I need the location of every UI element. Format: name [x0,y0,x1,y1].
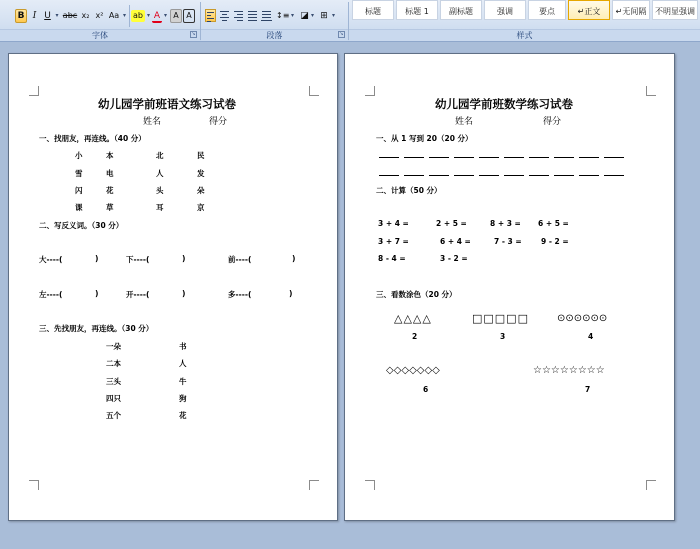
section-heading: 三、先找朋友，再连线。（30 分） [39,324,154,333]
italic-button[interactable]: I [32,11,37,21]
answer-blank-line [554,175,574,176]
subscript-button[interactable]: x₂ [81,11,90,20]
font-group-caption: 字体 [0,29,200,41]
distributed-button[interactable] [261,9,272,22]
triangle-shapes: △△△△ [394,312,432,325]
document-canvas-edge [684,42,700,549]
style-normal[interactable] [568,0,610,20]
answer-blank-line [379,157,399,158]
underline-dropdown-icon[interactable]: ▾ [55,12,59,19]
character-border-button[interactable]: A [183,9,195,23]
align-right-button[interactable] [233,9,244,22]
answer-blank-line [379,175,399,176]
bold-button[interactable]: B [15,9,27,23]
font-dialog-launcher-icon[interactable]: ↘ [191,31,196,37]
ribbon [0,0,700,42]
measure-word-cell: 四只 [106,394,121,403]
word-cell: 课 [75,203,83,212]
character-shading-button[interactable]: A [170,9,182,23]
answer-blank-line [504,157,524,158]
word-cell: 本 [106,151,114,160]
noun-cell: 人 [179,359,187,368]
name-label: 姓名 [143,117,162,127]
underline-button[interactable]: U [44,11,51,21]
answer-blank-line [529,157,549,158]
antonym-paren: ) [182,289,186,298]
antonym-paren: ) [182,254,186,263]
style-emphasis[interactable] [484,0,526,20]
name-label: 姓名 [455,117,474,127]
paragraph-dialog-launcher-icon[interactable]: ↘ [339,31,344,37]
answer-blank-line [429,157,449,158]
answer-blank-line [404,175,424,176]
shading-dropdown-icon[interactable]: ▾ [310,12,314,19]
answer-blank-line [579,157,599,158]
antonym-prompt: 前----( [228,255,252,264]
line-spacing-icon[interactable]: ↕≡ [276,11,290,20]
measure-word-cell: 一朵 [106,342,121,351]
margin-corner-mark [646,86,656,96]
answer-blank-line [504,175,524,176]
margin-corner-mark [29,86,39,96]
section-heading: 一、找朋友，再连线。（40 分） [39,134,146,143]
noun-cell: 书 [179,342,187,351]
highlight-dropdown-icon[interactable]: ▾ [146,12,150,19]
answer-blank-line [479,157,499,158]
antonym-paren: ) [95,254,99,263]
word-cell: 北 [156,151,164,160]
style-key-point[interactable] [528,0,566,20]
style-label: 强调 [497,7,513,16]
justify-button[interactable] [247,9,258,22]
antonym-prompt: 多----( [228,290,252,299]
toolbar-separator [129,5,130,27]
page-title: 幼儿园学前班语文练习试卷 [98,97,236,111]
word-cell: 花 [106,186,114,195]
score-label: 得分 [209,117,228,127]
equation: 6 + 4 = [440,237,471,246]
answer-blank-line [579,175,599,176]
margin-corner-mark [365,86,375,96]
change-case-button[interactable]: Aa [108,11,120,20]
answer-blank-line [479,175,499,176]
antonym-paren: ) [292,254,296,263]
style-label: 标题 [365,7,381,16]
line-spacing-dropdown-icon[interactable]: ▾ [290,12,294,19]
antonym-prompt: 下----( [126,255,150,264]
section-heading: 二、计算（50 分） [376,186,442,195]
antonym-paren: ) [289,289,293,298]
noun-cell: 牛 [179,377,187,386]
font-color-dropdown-icon[interactable]: ▾ [163,12,167,19]
antonym-prompt: 左----( [39,290,63,299]
word-cell: 草 [106,203,114,212]
superscript-button[interactable]: x² [95,11,104,20]
strikethrough-button[interactable]: abc [62,11,78,20]
font-color-button[interactable]: A [153,11,161,21]
style-label: 要点 [539,7,555,16]
margin-corner-mark [646,480,656,490]
antonym-prompt: 大----( [39,255,63,264]
word-cell: 小 [75,151,83,160]
styles-group-caption: 样式 [349,29,700,41]
answer-blank-line [604,157,624,158]
score-label: 得分 [543,117,562,127]
diamond-shapes: ◇◇◇◇◇◇◇ [386,365,440,376]
section-heading: 二、写反义词。（30 分） [39,221,124,230]
word-cell: 朵 [197,186,205,195]
answer-blank-line [554,157,574,158]
word-cell: 耳 [156,203,164,212]
page-chinese-test[interactable] [8,53,338,521]
answer-blank-line [604,175,624,176]
equation: 2 + 5 = [436,219,467,228]
margin-corner-mark [309,86,319,96]
equation: 3 + 4 = [378,219,409,228]
noun-cell: 狗 [179,394,187,403]
align-left-button[interactable] [205,9,216,22]
style-heading-1[interactable] [396,0,438,20]
equation: 3 - 2 = [440,254,468,263]
align-center-button[interactable] [219,9,230,22]
measure-word-cell: 三头 [106,377,121,386]
style-subtitle[interactable] [440,0,482,20]
equation: 8 - 4 = [378,254,406,263]
shape-count-number: 3 [500,332,506,341]
style-subtle-emphasis[interactable] [652,0,698,20]
style-label: 副标题 [449,7,473,16]
circle-shapes: ⊙⊙⊙⊙⊙⊙ [557,313,608,324]
style-label: ↵正文 [577,7,601,16]
equation: 3 + 7 = [378,237,409,246]
answer-blank-line [454,157,474,158]
shape-count-number: 4 [588,332,594,341]
page-math-test[interactable] [344,53,675,521]
section-heading: 一、从 1 写到 20（20 分） [376,134,473,143]
shape-count-number: 2 [412,332,418,341]
antonym-prompt: 开----( [126,290,150,299]
shape-count-number: 7 [585,385,591,394]
margin-corner-mark [365,480,375,490]
borders-icon[interactable]: ⊞ [320,11,328,21]
square-shapes: □□□□□ [472,312,529,325]
style-label: 标题 1 [405,7,429,16]
noun-cell: 花 [179,411,187,420]
answer-blank-line [529,175,549,176]
section-heading: 三、看数涂色（20 分） [376,290,457,299]
paragraph-group-caption: 段落 [201,29,348,41]
equation: 7 - 3 = [494,237,522,246]
shading-icon[interactable]: ◪ [300,11,309,21]
word-cell: 发 [197,169,205,178]
style-no-spacing[interactable] [612,0,650,20]
style-label: 不明显强调 [655,7,695,16]
antonym-paren: ) [95,289,99,298]
word-cell: 人 [156,169,164,178]
equation: 9 - 2 = [541,237,569,246]
style-title[interactable] [352,0,394,20]
page-title: 幼儿园学前班数学练习试卷 [435,97,573,111]
word-cell: 头 [156,186,164,195]
margin-corner-mark [309,480,319,490]
shape-count-number: 6 [423,385,429,394]
borders-dropdown-icon[interactable]: ▾ [331,12,335,19]
word-cell: 民 [197,151,205,160]
word-cell: 电 [106,169,114,178]
margin-corner-mark [29,480,39,490]
star-shapes: ☆☆☆☆☆☆☆☆ [533,365,605,376]
word-cell: 雪 [75,169,83,178]
word-cell: 闪 [75,186,83,195]
style-label: ↵无间隔 [615,7,647,16]
equation: 6 + 5 = [538,219,569,228]
measure-word-cell: 二本 [106,359,121,368]
equation: 8 + 3 = [490,219,521,228]
word-cell: 京 [197,203,205,212]
answer-blank-line [454,175,474,176]
measure-word-cell: 五个 [106,411,121,420]
highlight-button[interactable]: ab [131,10,145,22]
answer-blank-line [404,157,424,158]
change-case-dropdown-icon[interactable]: ▾ [122,12,126,19]
answer-blank-line [429,175,449,176]
